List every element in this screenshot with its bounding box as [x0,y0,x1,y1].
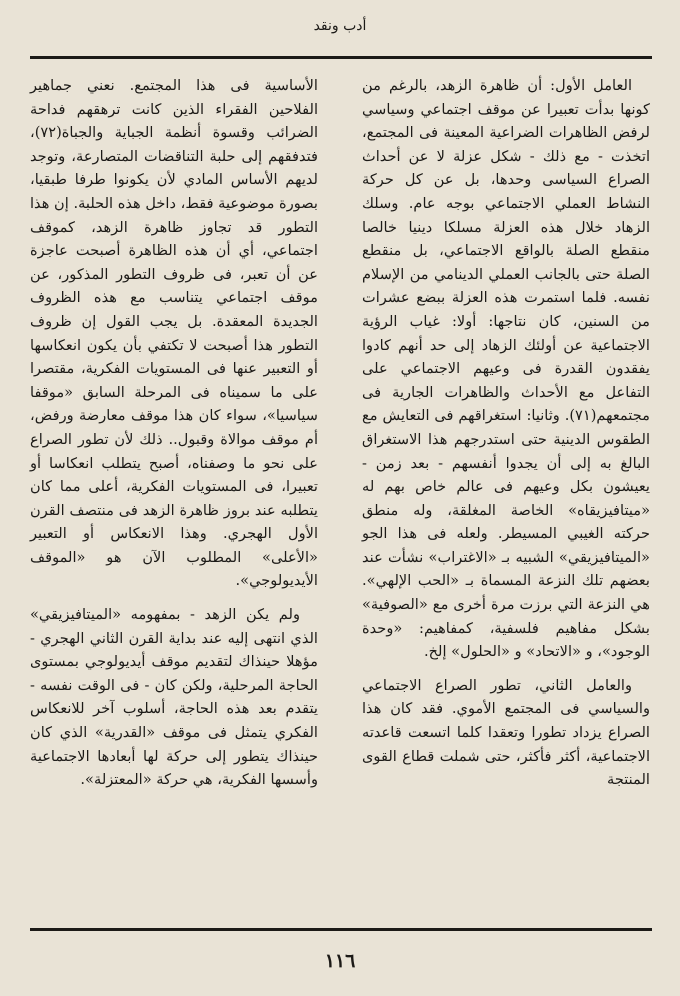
paragraph: العامل الأول: أن ظاهرة الزهد، بالرغم من كونها بدأت تعبيرا عن موقف اجتماعي وسياسي لرفض الظاهرات الضراعية المعينة فى المجتمع، اتخذت - مع ذلك - شكل عزلة لا عن أحداث الصراع السياسى وحدها، بل عن كل حركة النشاط العملي الاجتماعي بوجه عام. وسلك الزهاد خلال هذه العزلة مسلكا دينيا خالصا منقطع الصلة بالواقع الاجتماعي، بل منقطع الصلة حتى بالجانب العملي الدينامي من الإسلام نفسه. فلما استمرت هذه العزلة ببضع عشرات من السنين، كان نتاجها: أولا: غياب الرؤية الاجتماعية عن أولئك الزهاد إلى حد أنهم كادوا يفقدون القدرة فى وعيهم الاجتماعي على التفاعل مع الأحداث والظاهرات الجارية فى مجتمعهم(٧١). وثانيا: استغراقهم فى التعايش مع الطقوس الدينية حتى استدرجهم هذا الاستغراق البالغ به إلى أن يجدوا أنفسهم - بعد زمن - يعيشون بكل وعيهم فى عالم خاص بهم له «ميتافيزيقاه» الخاصة المغلقة، وله منطق حركته الغيبي المسيطر. ولعله فى هذا الجو «الميتافيزيقي» الشبيه بـ «الاغتراب» نشأت عند بعضهم تلك النزعة المسماة بـ «الحب الإلهي». هي النزعة التي برزت مرة أخرى مع «الصوفية» بشكل مفاهيم فلسفية، كمفاهيم: «وحدة الوجود»، و «الاتحاد» و «الحلول» إلخ. [362,77,650,661]
right-column [362,74,650,792]
footer-rule [30,928,652,931]
running-header: أدب ونقد [313,18,367,34]
header-rule [30,56,652,59]
left-column [30,74,318,792]
paragraph: والعامل الثاني، تطور الصراع الاجتماعي والسياسي فى المجتمع الأموي. فقد كان هذا الصراع يزداد تطورا وتعقدا كلما اتسعت قاعدته الاجتماعية، أكثر فأكثر، حتى شملت قطاع القوى المنتجة [362,676,650,789]
paragraph: ولم يكن الزهد - بمفهومه «الميتافيزيقي» الذي انتهى إليه عند بداية القرن الثاني الهجري - مؤهلا حينذاك لتقديم موقف أيديولوجي بمستوى الحاجة المرحلية، ولكن كان - فى الوقت نفسه - يتقدم بعد هذه الحاجة، أسلوب آخر للانعكاس الفكري يتمثل فى موقف «القدرية» الذي كان حينذاك يتطور إلى حركة لها أبعادها الاجتماعية وأسسها الفكرية، هي حركة «المعتزلة». [30,606,318,789]
page-number: ١١٦ [324,950,356,972]
paragraph: الأساسية فى هذا المجتمع. نعني جماهير الفلاحين الفقراء الذين كانت ترهقهم فداحة الضرائب وقسوة أنظمة الجباية والجباة(٧٢)، فتدفقهم إلى حلبة التناقضات المتصارعة، وتوجد لديهم الأساس المادي لأن يكونوا طرفا طبقيا، بصورة موضوعية فقط، داخل هذه الحلبة. إن هذا التطور قد تجاوز ظاهرة الزهد، كموقف اجتماعي، أي أن هذه الظاهرة أصبحت عاجزة عن أن تعبر، فى ظروف التطور المذكور، عن موقف اجتماعي يتناسب مع هذه الظروف الجديدة المعقدة. بل يجب القول إن ظروف التطور هذا أصبحت لا تكتفي بأن يكون انعكاسها أو التعبير عنها فى المستويات الفكرية، مقتصرا على ما سميناه فى المرحلة السابق «موقفا سياسيا»، سواء كان هذا موقف معارضة ورفض، أم موقف موالاة وقبول.. ذلك لأن تطور الصراع على نحو ما وصفناه، أصبح يتطلب انعكاسا أو تعبيرا، فى المستويات الفكرية، أعلى مما كان يتطلبه عند بروز ظاهرة الزهد فى منتصف القرن الأول الهجري. وهذا الانعكاس أو التعبير «الأعلى» المطلوب الآن هو «الموقف الأيديولوجي». [30,77,318,590]
